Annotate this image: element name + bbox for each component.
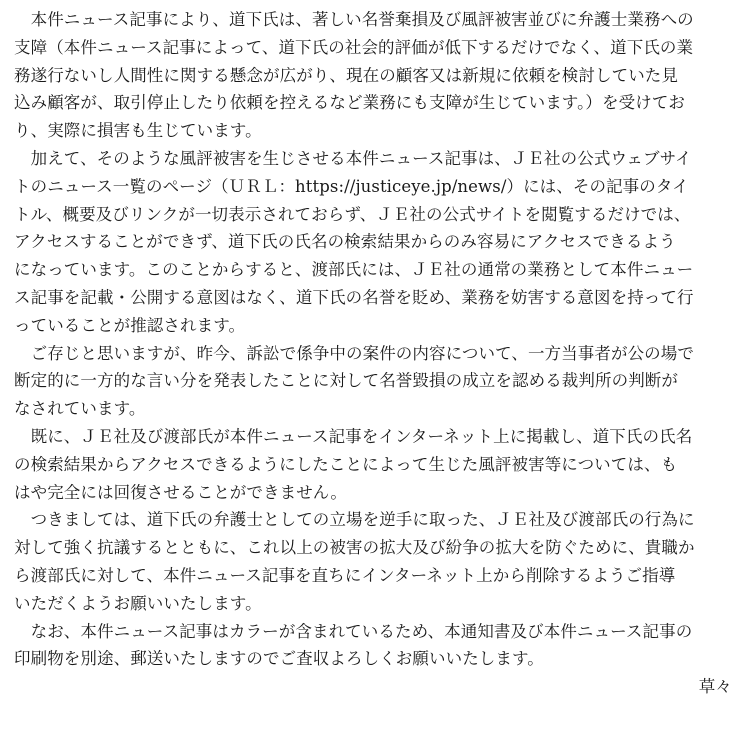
closing-remark: 草々 [698,677,732,697]
text-line: トル、概要及びリンクが一切表示されておらず、ＪＥ社の公式サイトを閲覧するだけでは、 [14,204,691,224]
letter-body [14,6,740,700]
text-line: の検索結果からアクセスできるようにしたことによって生じた風評被害等については、も [14,454,678,474]
text-line: 既に、ＪＥ社及び渡部氏が本件ニュース記事をインターネット上に掲載し、道下氏の氏名 [14,426,693,446]
text-line: ら渡部氏に対して、本件ニュース記事を直ちにインターネット上から削除するようご指導 [14,565,676,585]
text-line: いただくようお願いいたします。 [14,593,262,613]
text-line: っていることが推認されます。 [14,315,246,335]
text-line: なされています。 [14,399,146,419]
text-line: 断定的に一方的な言い分を発表したことに対して名誉毀損の成立を認める裁判所の判断が [14,371,678,391]
text-line: はや完全には回復させることができません。 [14,482,347,502]
text-line: 印刷物を別途、郵送いたしますのでご査収よろしくお願いいたします。 [14,649,544,669]
text-line: 対して強く抗議するとともに、これ以上の被害の拡大及び紛争の拡大を防ぐために、貴職か [14,538,695,558]
text-line: 支障（本件ニュース記事によって、道下氏の社会的評価が低下するだけでなく、道下氏の業 [14,37,694,57]
text-line: 込み顧客が、取引停止したり依頼を控えるなど業務にも支障が生じています。）を受けてお [14,93,686,113]
text-line: トのニュース一覧のページ（ＵＲＬ：https://justiceye.jp/news/）には、その記事のタイ [14,176,689,196]
text-line: 加えて、そのような風評被害を生じさせる本件ニュース記事は、ＪＥ社の公式ウェブサイ [14,148,692,168]
text-line: になっています。このことからすると、渡部氏には、ＪＥ社の通常の業務として本件ニュー [14,260,694,280]
text-line: つきましては、道下氏の弁護士としての立場を逆手に取った、ＪＥ社及び渡部氏の行為に [14,510,695,530]
text-line: アクセスすることができず、道下氏の氏名の検索結果からのみ容易にアクセスできるよう [14,232,676,252]
text-line: 本件ニュース記事により、道下氏は、著しい名誉棄損及び風評被害並びに弁護士業務への [14,10,694,29]
text-line: ご存じと思いますが、昨今、訴訟で係争中の案件の内容について、一方当事者が公の場で [14,343,694,363]
text-line: 務遂行ないし人間性に関する懸念が広がり、現在の顧客又は新規に依頼を検討していた見 [14,65,678,85]
text-line: り、実際に損害も生じています。 [14,121,262,141]
text-line: ス記事を記載・公開する意図はなく、道下氏の名誉を貶め、業務を妨害する意図を持って行 [14,287,694,307]
text-line: なお、本件ニュース記事はカラーが含まれているため、本通知書及び本件ニュース記事の [14,621,693,641]
